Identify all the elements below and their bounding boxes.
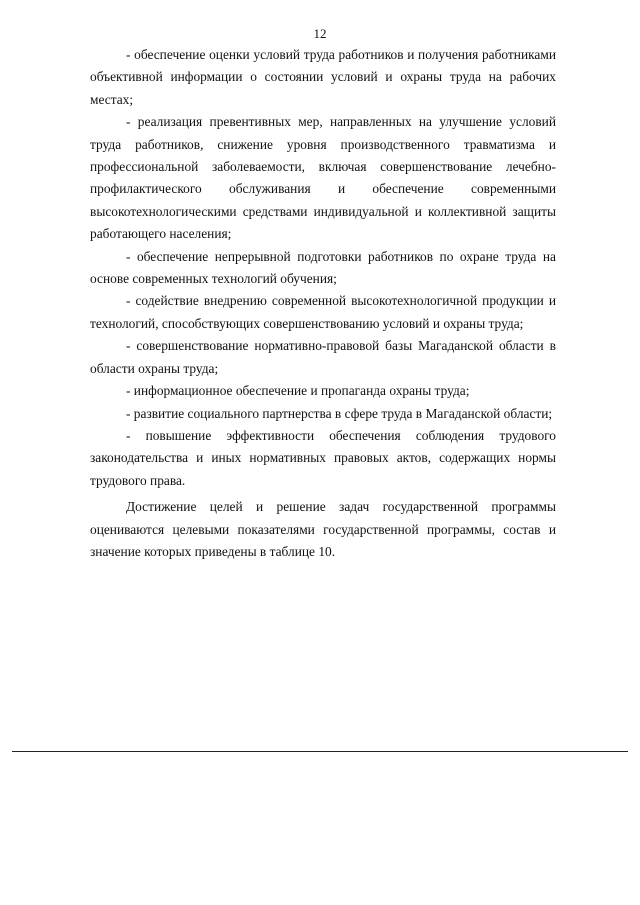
list-item-social-partnership: - развитие социального партнерства в сфере труда в Магаданской области; [126, 405, 553, 421]
closing-paragraph: Достижение целей и решение задач государственной программы оцениваются целевыми показателями государственной программы, состав и значение которых приведены в таблице 10. [90, 499, 556, 559]
list-item-training: - обеспечение непрерывной подготовки работников по охране труда на основе современных технологий обучения; [90, 248, 556, 287]
list-item-information: - информационное обеспечение и пропаганда охраны труда; [126, 383, 470, 399]
list-item-technology: - содействие внедрению современной высокотехнологичной продукции и технологий, способствующих совершенствованию условий и охраны труда; [90, 293, 556, 331]
list-item-regulatory-base: - совершенствование нормативно-правовой базы Магаданской области в области охраны труда; [90, 338, 556, 376]
document-body [90, 44, 556, 563]
list-item-assessment: - обеспечение оценки условий труда работников и получения работниками объективной информации о состоянии условий и охраны труда на рабочих местах; [90, 47, 556, 107]
page-number: 12 [313, 26, 327, 41]
list-item-compliance: - повышение эффективности обеспечения соблюдения трудового законодательства и иных нормативных правовых актов, содержащих нормы трудового права. [90, 427, 556, 488]
list-item-preventive-measures: - реализация превентивных мер, направленных на улучшение условий труда работников, снижение уровня производственного травматизма и профессиональной заболеваемости, включая совершенствование лечебно-профилактического обслуживания и обеспечение современными высокотехнологическими средствами индивидуальной и коллективной защиты работающего населения; [90, 114, 556, 242]
bottom-divider [12, 751, 628, 752]
